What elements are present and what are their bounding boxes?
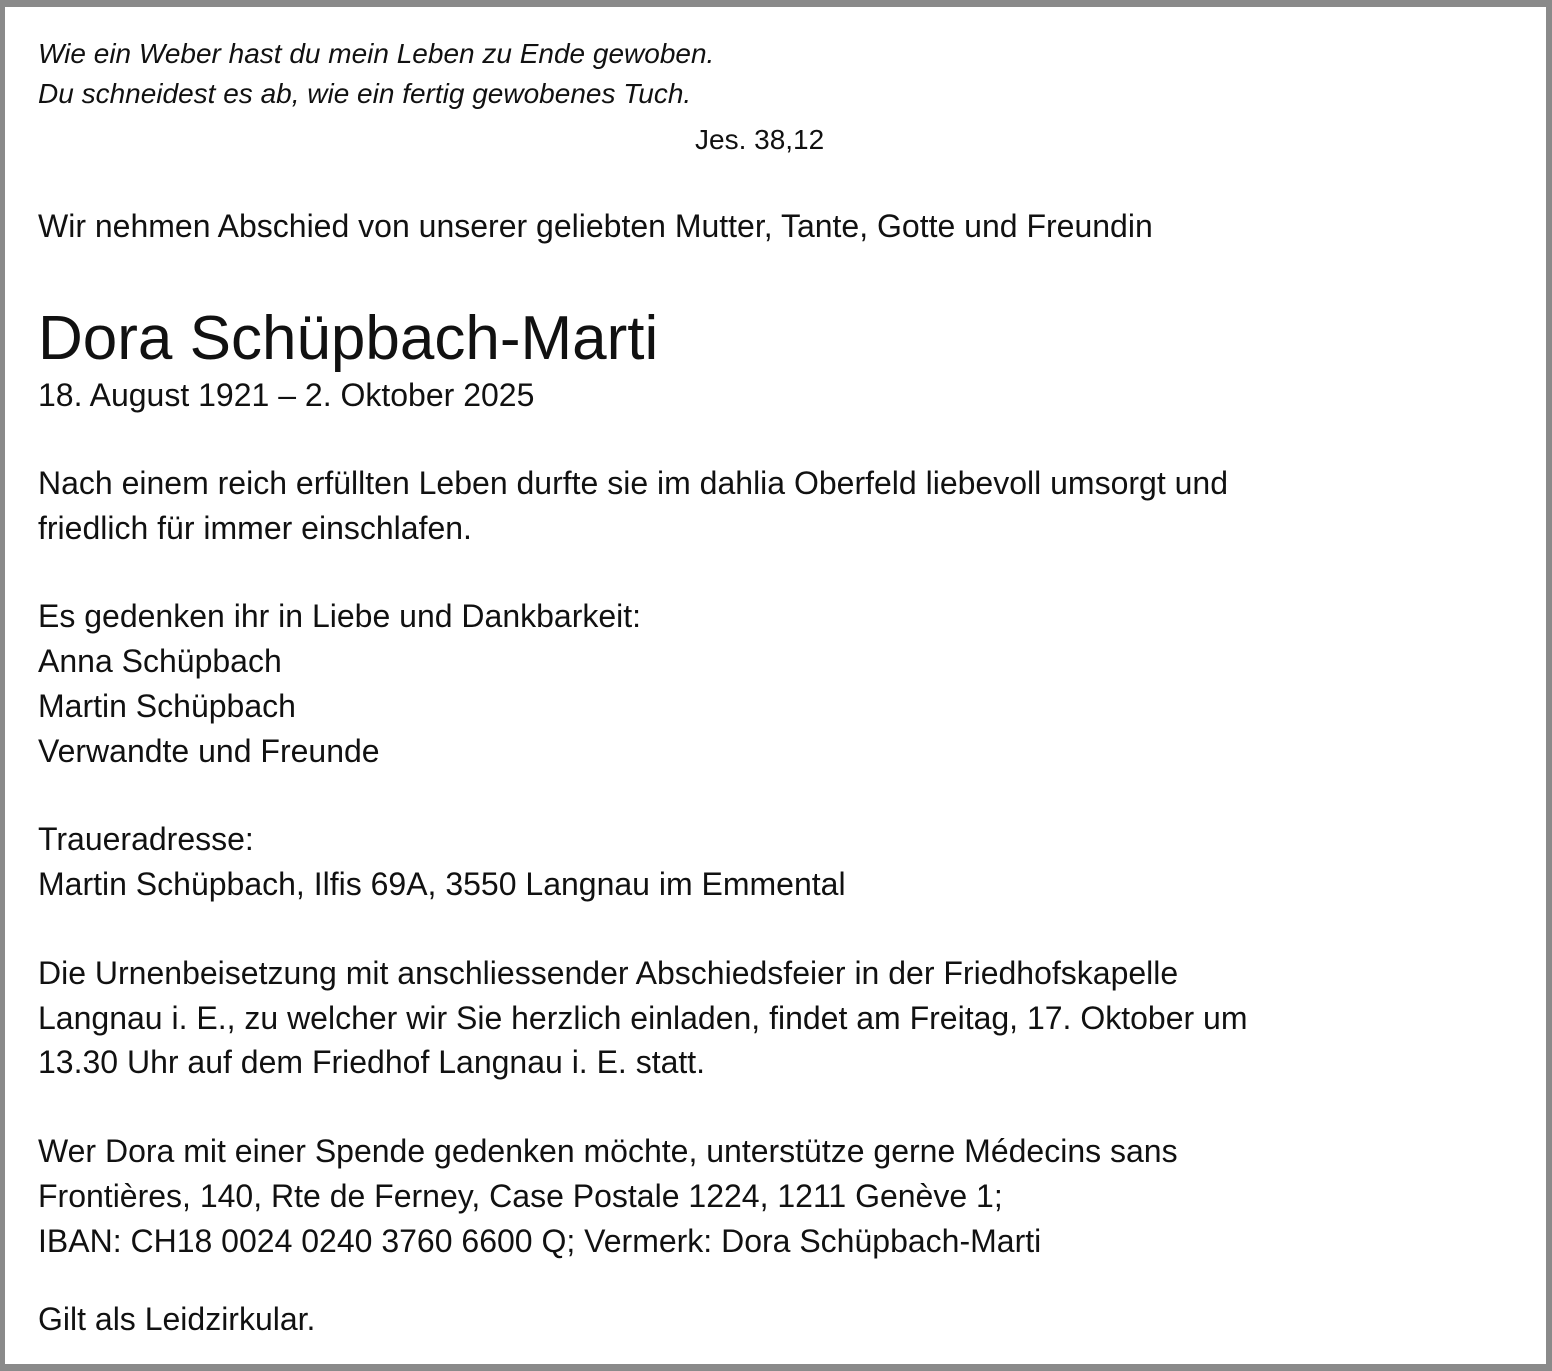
- address-label: Traueradresse:: [38, 821, 254, 857]
- donation-line-1: Wer Dora mit einer Spende gedenken möchte, unterstütze gerne Médecins sans: [38, 1133, 1178, 1169]
- passing-line-1: Nach einem reich erfüllten Leben durfte sie im dahlia Oberfeld liebevoll umsorgt und: [38, 465, 1228, 501]
- passing-line-2: friedlich für immer einschlafen.: [38, 510, 472, 546]
- verse-reference: Jes. 38,12: [695, 124, 825, 155]
- life-dates: 18. August 1921 – 2. Oktober 2025: [38, 377, 535, 413]
- verse-line-2: Du schneidest es ab, wie ein fertig gewobenes Tuch.: [38, 78, 692, 109]
- intro-text: Wir nehmen Abschied von unserer geliebten Mutter, Tante, Gotte und Freundin: [38, 208, 1153, 244]
- verse-line-1: Wie ein Weber hast du mein Leben zu Ende gewoben.: [38, 38, 715, 69]
- donation-line-2: Frontières, 140, Rte de Ferney, Case Postale 1224, 1211 Genève 1;: [38, 1178, 1003, 1214]
- address-value: Martin Schüpbach, Ilfis 69A, 3550 Langnau im Emmental: [38, 866, 846, 902]
- ceremony-line-1: Die Urnenbeisetzung mit anschliessender Abschiedsfeier in der Friedhofskapelle: [38, 955, 1179, 991]
- mourner-name: Verwandte und Freunde: [38, 733, 380, 769]
- mourner-name: Anna Schüpbach: [38, 643, 282, 679]
- ceremony-line-3: 13.30 Uhr auf dem Friedhof Langnau i. E. statt.: [38, 1044, 706, 1080]
- mourners-heading: Es gedenken ihr in Liebe und Dankbarkeit:: [38, 598, 642, 634]
- donation-line-3: IBAN: CH18 0024 0240 3760 6600 Q; Vermerk: Dora Schüpbach-Marti: [38, 1223, 1042, 1259]
- deceased-name: Dora Schüpbach-Marti: [38, 304, 659, 373]
- closing-note: Gilt als Leidzirkular.: [38, 1301, 316, 1337]
- ceremony-line-2: Langnau i. E., zu welcher wir Sie herzlich einladen, findet am Freitag, 17. Oktober um: [38, 1000, 1248, 1036]
- mourner-name: Martin Schüpbach: [38, 688, 296, 724]
